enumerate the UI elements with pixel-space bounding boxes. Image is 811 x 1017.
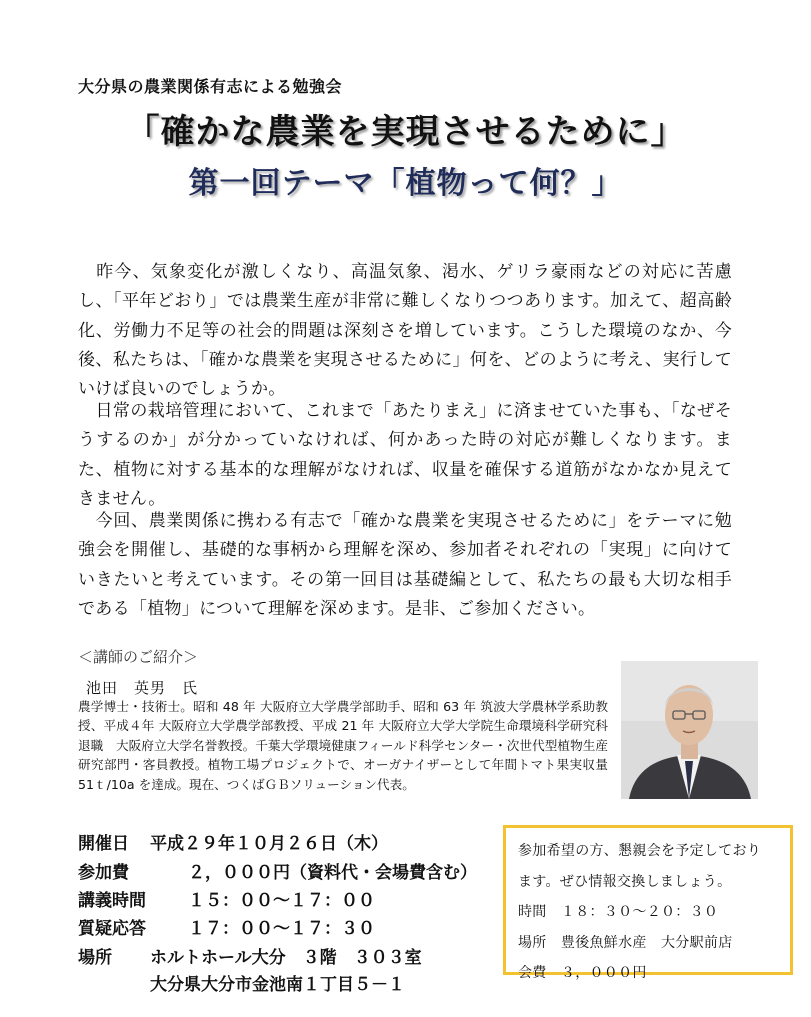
social-line-1: 参加希望の方、懇親会を予定しており [518, 843, 762, 859]
venue-address: 大分県大分市金池南１丁目５－１ [150, 975, 405, 995]
organizer-text: 大分県の農業関係有志による勉強会 [78, 77, 343, 96]
lecturer-bio: 農学博士・技術士。昭和 48 年 大阪府立大学農学部助手、昭和 63 年 筑波大学農林学系助教授、平成４年 大阪府立大学農学部教授、平成 21 年 大阪府立大学大学院生命環境科学研究科退職 大阪府立大学名誉教授。千葉大学環境健康フィールド科学センター・次世代型植物生産研究部門・客員教授。植物工場プロジェクトで、オーガナイザーとして年間トマト果実収量 51ｔ/10a を達成。現在、つくばＧＢソリューション代表。 [78, 699, 608, 792]
lecture-value: １５：００～１７：００ [188, 891, 375, 911]
venue-label: 場所 [78, 948, 112, 968]
social-place: 場所 豊後魚鮮水産 大分駅前店 [518, 934, 733, 951]
event-fee-row [78, 858, 477, 883]
lecturer-heading: ＜講師のご紹介＞ [78, 648, 199, 666]
fee-value: ２，０００円（資料代・会場費含む） [188, 863, 477, 883]
body-paragraph-2: 日常の栽培管理において、これまで「あたりまえ」に済ませていた事も、「なぜそうするのか」が分かっていなければ、何かあった時の対応が難しくなります。また、植物に対する基本的な理解がなければ、収量を確保する道筋がなかなか見えてきません。 [78, 401, 732, 509]
qa-label: 質疑応答 [78, 919, 146, 939]
social-time: 時間 １８：３０～２０：３０ [518, 904, 719, 920]
social-fee: 会費 ３，０００円 [518, 965, 647, 981]
lecture-label: 講義時間 [78, 891, 146, 911]
theme-subtitle: 第一回テーマ「植物って何？」 [188, 166, 623, 201]
date-label: 開催日 [78, 834, 129, 854]
social-line-2: ます。ぜひ情報交換しましょう。 [518, 873, 732, 890]
event-lecture-row [78, 886, 375, 911]
body-paragraph-1: 昨今、気象変化が激しくなり、高温気象、渇水、ゲリラ豪雨などの対応に苦慮し、「平年どおり」では農業生産が非常に難しくなりつつあります。加えて、超高齢化、労働力不足等の社会的問題は深刻さを増しています。こうした環境のなか、今後、私たちは、「確かな農業を実現させるために」何を、どのように考え、実行していけば良いのでしょうか。 [78, 262, 732, 400]
event-date-row [78, 829, 388, 854]
social-gathering-text [518, 836, 761, 989]
fee-label: 参加費 [78, 863, 129, 883]
body-paragraph-3: 今回、農業関係に携わる有志で「確かな農業を実現させるために」をテーマに勉強会を開催し、基礎的な事柄から理解を深め、参加者それぞれの「実現」に向けていきたいと考えています。その第一回目は基礎編として、私たちの最も大切な相手である「植物」について理解を深めます。是非、ご参加ください。 [78, 511, 732, 619]
lecturer-photo [621, 661, 758, 799]
event-qa-row [78, 914, 375, 939]
date-value: 平成２９年１０月２６日（木） [150, 834, 388, 854]
event-venue-row [78, 943, 422, 968]
qa-value: １７：００～１７：３０ [188, 919, 375, 939]
lecturer-name: 池田 英男 氏 [86, 679, 199, 697]
venue-value: ホルトホール大分 ３階 ３０３室 [150, 948, 422, 968]
page-title: 「確かな農業を実現させるために」 [125, 112, 686, 152]
